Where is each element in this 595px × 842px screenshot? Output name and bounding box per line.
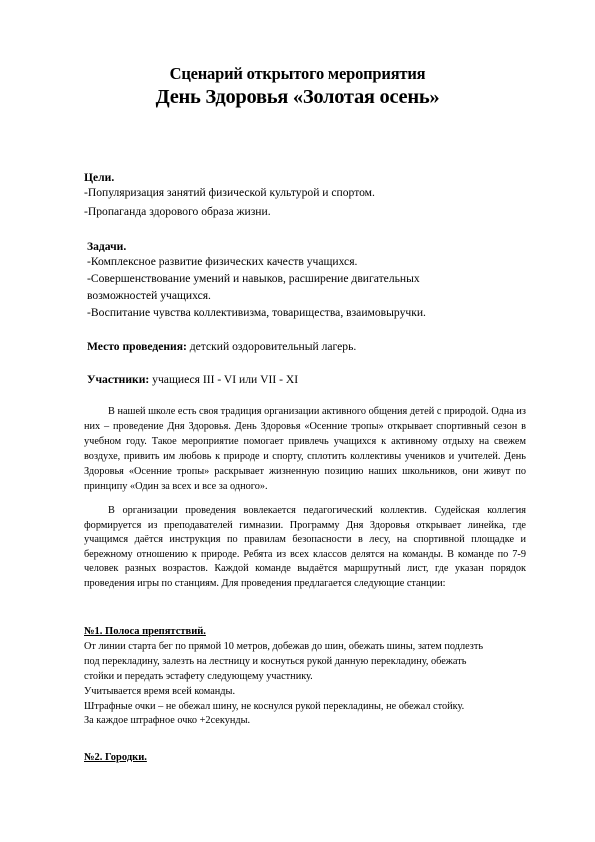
venue-label: Место проведения: [87, 340, 187, 353]
document-title-line2: День Здоровья «Золотая осень» [155, 86, 440, 108]
intro-paragraph: В нашей школе есть своя традиция организации активного общения детей с природой. Одна из них – проведение Дня Здоровья. День Здоровья «Осенние тропы» открывает спортивный сезон в учебном году. Такое мероприятие помогает привлечь учащихся к активному отдыху на свежем воздухе, привить им любовь к природе и спорту, сплотить коллективы учеников и учителей. День Здоровья «Осенние тропы» раскрывает жизненную позицию наших школьников, они живут по принципу «Один за всех и все за одного». [84, 406, 526, 492]
venue-line [87, 340, 356, 354]
goals-heading: Цели. [84, 171, 115, 184]
tasks-heading: Задачи. [87, 240, 127, 253]
tasks-item-2: -Совершенствование умений и навыков, расширение двигательных [87, 272, 420, 285]
station1-line-3: стойки и передать эстафету следующему участнику. [84, 671, 313, 682]
document-title-line1: Сценарий открытого мероприятия [169, 64, 426, 83]
station1-line-4: Учитывается время всей команды. [84, 686, 236, 697]
station1-title: №1. Полоса препятствий. [84, 626, 206, 637]
participants-line [87, 373, 298, 387]
participants-label: Участники: [87, 373, 150, 386]
participants-value: учащиеся III - VI или VII - XI [149, 373, 299, 386]
station1-line-6: За каждое штрафное очко +2секунды. [84, 715, 251, 726]
tasks-item-3: возможностей учащихся. [87, 289, 211, 302]
tasks-item-1: -Комплексное развитие физических качеств учащихся. [87, 255, 358, 268]
tasks-item-4: -Воспитание чувства коллективизма, товарищества, взаимовыручки. [87, 306, 426, 319]
goals-item-2: -Пропаганда здорового образа жизни. [84, 205, 271, 218]
organization-paragraph: В организации проведения вовлекается педагогический коллектив. Судейская коллегия формируется из преподавателей гимназии. Программу Дня Здоровья открывает линейка, где учащимся даётся инструкция по правилам безопасности в лесу, на спортивной площадке и бережному отношению к природе. Ребята из всех классов делятся на команды. В команде по 7-9 человек разных возрастов. Каждой команде выдаётся маршрутный лист, где указан порядок проведения игры по станциям. Для проведения предлагается следующие станции: [84, 505, 526, 589]
station1-line-1: От линии старта бег по прямой 10 метров, добежав до шин, обежать шины, затем подлезть [84, 641, 484, 652]
station2-title: №2. Городки. [84, 752, 147, 763]
goals-item-1: -Популяризация занятий физической культурой и спортом. [84, 186, 375, 199]
venue-value: детский оздоровительный лагерь. [186, 340, 357, 353]
station1-line-2: под перекладину, залезть на лестницу и коснуться рукой данную перекладину, обежать [84, 656, 467, 667]
station1-line-5: Штрафные очки – не обежал шину, не коснулся рукой перекладины, не обежал стойку. [84, 701, 465, 712]
